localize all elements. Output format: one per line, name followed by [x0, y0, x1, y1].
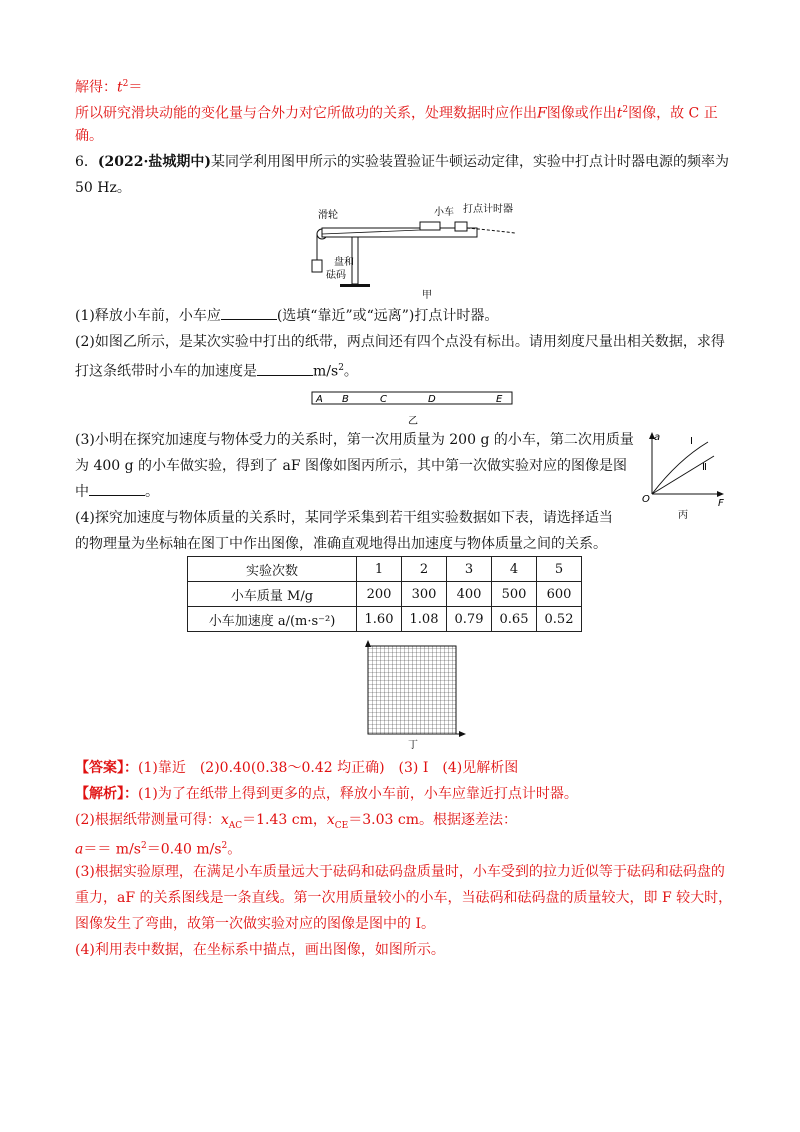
cart-icon: [420, 222, 440, 230]
apparatus-figure: [300, 200, 525, 300]
grid-figure[interactable]: [360, 640, 470, 752]
q3-line3: 中 。: [75, 484, 159, 500]
analysis-1: 【解析】：(1)为了在纸带上得到更多的点，释放小车前，小车应靠近打点计时器。: [75, 786, 578, 802]
q1-blank[interactable]: [221, 307, 277, 320]
x-arrow: [717, 491, 724, 497]
analysis-3: $a== m/s^2=0.40$ $m/s^2$。: [75, 841, 242, 858]
timer-label: 打点计时器: [463, 204, 513, 215]
point-d: D: [428, 394, 436, 405]
pulley-label: 滑轮: [318, 210, 338, 221]
q3-blank[interactable]: [89, 483, 145, 496]
weights-label-2: 砝码: [326, 270, 346, 281]
weights-label-1: 盘和: [334, 257, 354, 268]
cart-label: 小车: [434, 207, 454, 218]
point-a: A: [316, 394, 323, 405]
line-i-label: Ⅰ: [690, 436, 693, 447]
point-b: B: [342, 394, 349, 405]
q4-line1: (4)探究加速度与物体质量的关系时，某同学采集到若干组实验数据如下表，请选择适当: [75, 510, 613, 526]
weights-icon: [312, 260, 322, 272]
analysis-7: (4)利用表中数据，在坐标系中描点，画出图像，如图所示。: [75, 942, 445, 958]
table-row: 小车加速度 a/(m·s⁻²) 1.60 1.08 0.79 0.65 0.52: [188, 607, 582, 632]
table-header-trial: 实验次数: [188, 557, 357, 582]
x-axis-label: F: [718, 498, 724, 509]
question-stem: 6．(2022·盐城期中)某同学利用图甲所示的实验装置验证牛顿运动定律，实验中打点计时器电源的频率为: [75, 154, 730, 170]
prev-solution-line2: 所以研究滑块动能的变化量与合外力对它所做功的关系，处理数据时应作出F图像或作出$t^2$图像，故 C 正: [75, 105, 718, 122]
q3-line1: (3)小明在探究加速度与物体受力的关系时，第一次用质量为 200 g 的小车，第二次用质量: [75, 432, 634, 448]
point-c: C: [380, 394, 387, 405]
prev-solution-line1: 解得：$t^2=$: [75, 79, 143, 96]
a-f-graph: [638, 430, 730, 522]
prev-solution-line3: 确。: [75, 128, 103, 144]
y-axis-label: a: [654, 432, 661, 443]
paper-tape-figure: [310, 384, 516, 428]
answer: 【答案】：(1)靠近 (2)0.40(0.38～0.42 均正确) (3) Ⅰ (4)见解析图: [75, 760, 519, 776]
q2-line1: (2)如图乙所示，是某次实验中打出的纸带，两点间还有四个点没有标出。请用刻度尺量出相关数据，求得: [75, 334, 725, 350]
q1: (1)释放小车前，小车应 (选填“靠近”或“远离”)打点计时器。: [75, 308, 499, 324]
timer-icon: [455, 222, 467, 231]
table-header-mass: 小车质量 M/g: [188, 582, 357, 607]
analysis-4: (3)根据实验原理，在满足小车质量远大于砝码和砝码盘质量时，小车受到的拉力近似等于砝码和砝码盘的: [75, 864, 725, 880]
data-table: [187, 556, 582, 632]
table-row: 小车质量 M/g 200 300 400 500 600: [188, 582, 582, 607]
analysis-6: 图像发生了弯曲，故第一次做实验对应的图像是图中的 Ⅰ。: [75, 916, 435, 932]
table-header-accel: 小车加速度 a/(m·s⁻²): [188, 607, 357, 632]
figure-ding-caption: 丁: [408, 740, 418, 751]
point-e: E: [496, 394, 503, 405]
origin-label: O: [642, 494, 650, 505]
analysis-2: (2)根据纸带测量可得：$x_{AC}=1.43$ cm，$x_{CE}=3.03$ cm。根据逐差法：: [75, 812, 518, 831]
question-stem-2: 50 Hz。: [75, 180, 131, 196]
q2-line2: 打这条纸带时小车的加速度是 $m/s^2$。: [75, 363, 358, 380]
grid: [368, 646, 456, 734]
figure-bing-caption: 丙: [678, 510, 688, 521]
line-i: [652, 442, 708, 494]
table-foot: [340, 284, 370, 287]
table-row: 实验次数 1 2 3 4 5: [188, 557, 582, 582]
analysis-5: 重力，aF 的关系图线是一条直线。第一次用质量较小的小车，当砝码和砝码盘的质量较大，即 F 较大时，: [75, 890, 733, 906]
q3-line2: 为 400 g 的小车做实验，得到了 aF 图像如图丙所示，其中第一次做实验对应的图像是图: [75, 458, 627, 474]
q2-blank[interactable]: [257, 363, 313, 376]
line-ii-label: Ⅱ: [702, 462, 707, 473]
q4-line2: 的物理量为坐标轴在图丁中作出图像，准确直观地得出加速度与物体质量之间的关系。: [75, 536, 607, 552]
figure-jia-caption: 甲: [422, 290, 432, 300]
track: [322, 228, 477, 237]
figure-yi-caption: 乙: [408, 416, 418, 427]
